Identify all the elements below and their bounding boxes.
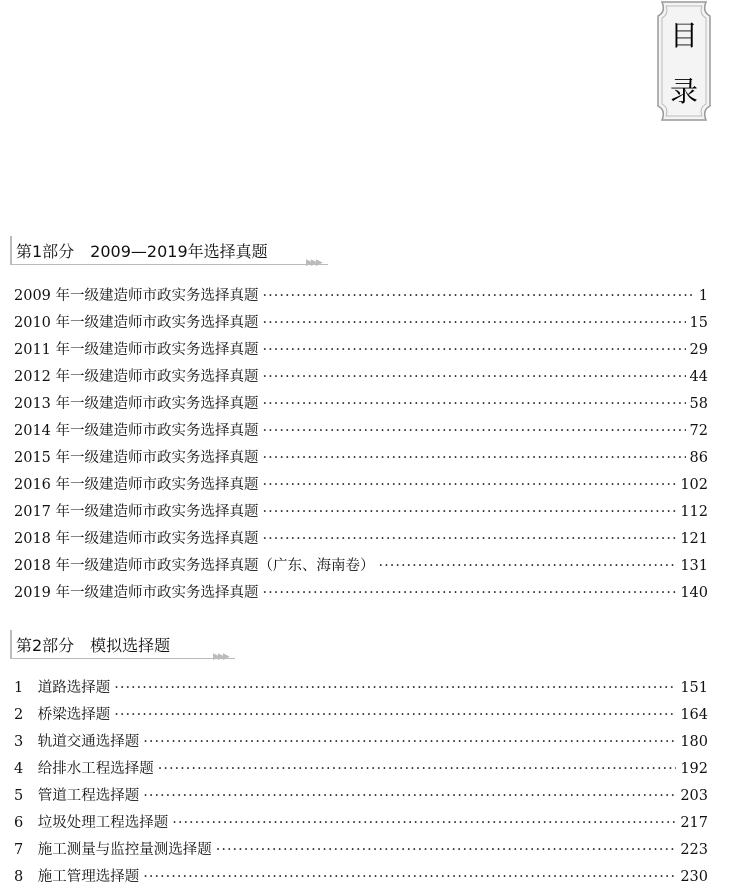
entry-label: 2018 年一级建造师市政实务选择真题 (14, 531, 259, 547)
dot-leader (114, 680, 676, 696)
toc-entry[interactable] (14, 338, 708, 362)
dot-leader (143, 788, 676, 804)
dot-leader (143, 734, 676, 750)
entry-label: 6 垃圾处理工程选择题 (14, 815, 169, 831)
entry-page: 180 (680, 734, 708, 750)
toc-entry[interactable] (14, 311, 708, 335)
entry-label: 2019 年一级建造师市政实务选择真题 (14, 585, 259, 601)
entry-page: 102 (680, 477, 708, 493)
entry-page: 164 (680, 707, 708, 723)
entry-page: 140 (680, 585, 708, 601)
toc-entry[interactable] (14, 865, 708, 889)
entry-page: 192 (680, 761, 708, 777)
dot-leader (379, 558, 677, 574)
toc-entry[interactable] (14, 784, 708, 808)
divider (10, 264, 328, 265)
badge-char: 目 (669, 19, 698, 52)
toc-entry[interactable] (14, 676, 708, 700)
dot-leader (263, 342, 686, 358)
entry-page: 1 (698, 288, 708, 304)
toc-entry[interactable] (14, 392, 708, 416)
entry-label: 8 施工管理选择题 (14, 869, 140, 885)
toc-entry[interactable] (14, 446, 708, 470)
entry-label: 2011 年一级建造师市政实务选择真题 (14, 342, 259, 358)
toc-entry[interactable] (14, 554, 708, 578)
entry-page: 121 (680, 531, 708, 547)
dot-leader (263, 369, 686, 385)
entry-page: 112 (680, 504, 708, 520)
dot-leader (263, 531, 677, 547)
arrow-icon: ▶▶▶ (213, 652, 228, 662)
entry-page: 86 (689, 450, 708, 466)
dot-leader (158, 761, 677, 777)
dot-leader (263, 315, 686, 331)
dot-leader (172, 815, 676, 831)
toc-entry[interactable] (14, 757, 708, 781)
toc-entry[interactable] (14, 365, 708, 389)
entry-label: 2014 年一级建造师市政实务选择真题 (14, 423, 259, 439)
entry-label: 3 轨道交通选择题 (14, 734, 140, 750)
section-title: 第2部分 模拟选择题 (16, 636, 171, 655)
arrow-icon: ▶▶▶ (306, 258, 321, 268)
dot-leader (263, 423, 686, 439)
entry-page: 230 (680, 869, 708, 885)
toc-entry[interactable] (14, 730, 708, 754)
divider (10, 236, 12, 264)
dot-leader (263, 450, 686, 466)
toc-entry[interactable] (14, 284, 708, 308)
toc-entry[interactable] (14, 811, 708, 835)
entry-label: 2016 年一级建造师市政实务选择真题 (14, 477, 259, 493)
divider (10, 658, 235, 659)
entry-page: 58 (689, 396, 708, 412)
toc-entry[interactable] (14, 527, 708, 551)
entry-page: 131 (680, 558, 708, 574)
dot-leader (263, 585, 677, 601)
entry-label: 2 桥梁选择题 (14, 707, 111, 723)
dot-leader (263, 504, 677, 520)
badge-char: 录 (669, 75, 698, 108)
toc-entry[interactable] (14, 419, 708, 443)
entry-page: 72 (689, 423, 708, 439)
toc-entry[interactable] (14, 473, 708, 497)
entry-label: 4 给排水工程选择题 (14, 761, 154, 777)
dot-leader (263, 477, 677, 493)
entry-page: 203 (680, 788, 708, 804)
dot-leader (263, 288, 695, 304)
entry-label: 2010 年一级建造师市政实务选择真题 (14, 315, 259, 331)
entry-page: 15 (689, 315, 708, 331)
entry-page: 44 (689, 369, 708, 385)
toc-entry[interactable] (14, 703, 708, 727)
section-title: 第1部分 2009—2019年选择真题 (16, 242, 268, 261)
entry-label: 2018 年一级建造师市政实务选择真题（广东、海南卷） (14, 558, 375, 574)
entry-label: 1 道路选择题 (14, 680, 111, 696)
entry-page: 223 (680, 842, 708, 858)
entry-label: 2009 年一级建造师市政实务选择真题 (14, 288, 259, 304)
entry-label: 2015 年一级建造师市政实务选择真题 (14, 450, 259, 466)
entry-label: 2012 年一级建造师市政实务选择真题 (14, 369, 259, 385)
entry-page: 217 (680, 815, 708, 831)
toc-entry[interactable] (14, 838, 708, 862)
divider (10, 630, 12, 658)
entry-page: 151 (680, 680, 708, 696)
dot-leader (263, 396, 686, 412)
entry-label: 2017 年一级建造师市政实务选择真题 (14, 504, 259, 520)
dot-leader (216, 842, 677, 858)
toc-entry[interactable] (14, 581, 708, 605)
entry-label: 7 施工测量与监控量测选择题 (14, 842, 212, 858)
toc-badge (656, 0, 712, 122)
entry-label: 2013 年一级建造师市政实务选择真题 (14, 396, 259, 412)
dot-leader (114, 707, 676, 723)
dot-leader (143, 869, 676, 885)
toc-entry[interactable] (14, 500, 708, 524)
entry-label: 5 管道工程选择题 (14, 788, 140, 804)
entry-page: 29 (689, 342, 708, 358)
